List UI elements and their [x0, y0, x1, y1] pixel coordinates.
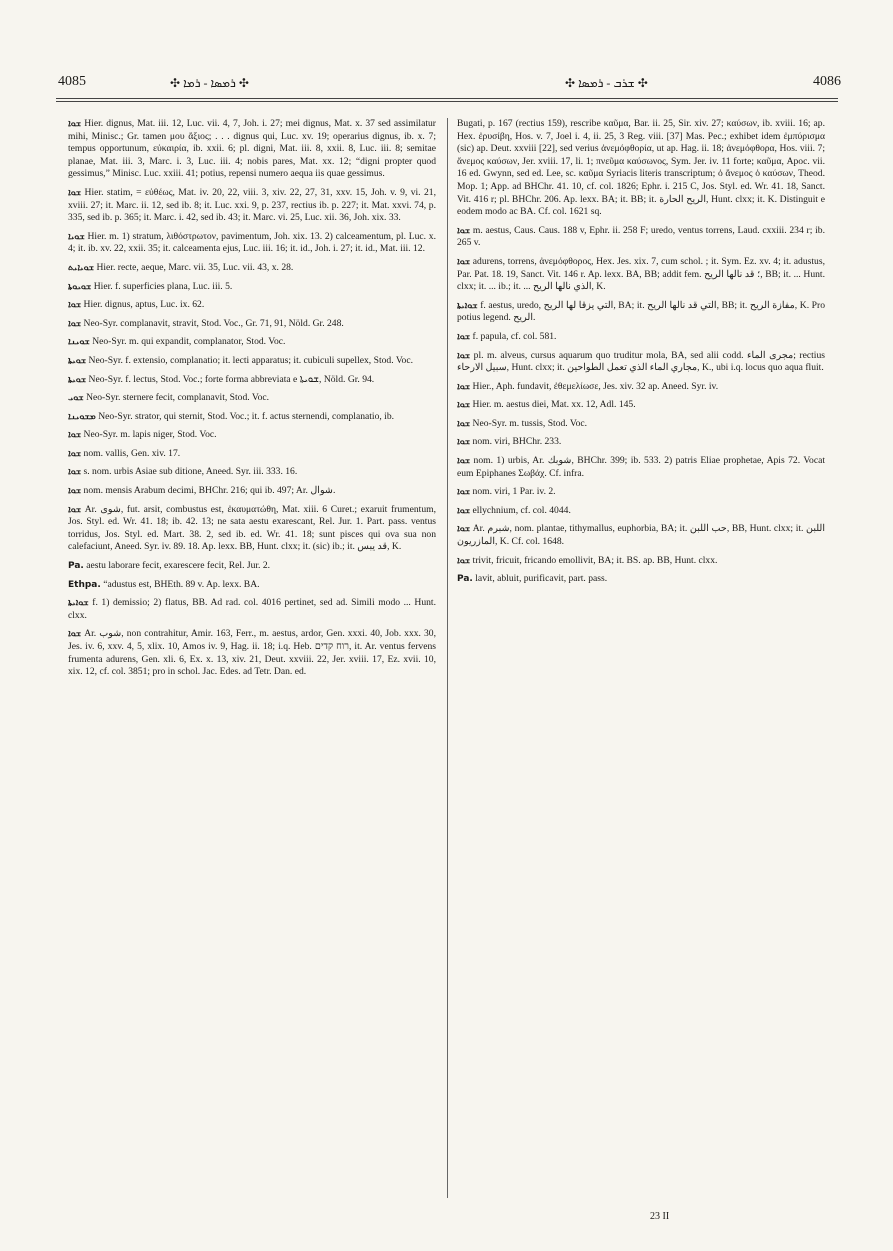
page-number-right: 4086 — [813, 74, 841, 89]
entry-text: Hier., Aph. fundavit, ἐθεμελίωσε, Jes. xiv. 32 ap. Aneed. Syr. iv. — [472, 380, 719, 392]
entry-headword: ܫܘܐ — [68, 448, 82, 459]
entry-headword: ܫܘܐ — [68, 430, 82, 441]
left-column — [68, 118, 436, 685]
dictionary-entry — [68, 448, 436, 461]
dictionary-entry — [68, 355, 436, 368]
entry-headword: ܫܘܐ — [68, 467, 82, 478]
entry-text: adurens, torrens, ἀνεμόφθορος, Hex. Jes. xix. 7, cum schol. ; it. Sym. Ez. xv. 4; it. adustus, Par. Pat. 18. 19, Sanct. Vit. 146 r. Ap. lexx. BA, BB; addit fem. ؛ قد نالها الريح, BB; it. ... Hunt. clxx; it. ... ib.; it. ... الذي نالها الريح, K. — [457, 255, 825, 293]
entry-headword: ܫܘܐ — [68, 187, 82, 198]
dictionary-entry — [68, 579, 436, 592]
entry-headword: ܫܘܐ — [457, 225, 471, 236]
entry-headword: Ethpa. — [68, 579, 101, 590]
entry-text: Hier. f. superficies plana, Luc. iii. 5. — [93, 280, 233, 292]
entry-headword: Pa. — [68, 561, 84, 572]
entry-headword: ܫܘܐ — [68, 300, 82, 311]
running-title-right: ✣ ܫܪܒ - ܪܡܣܐ ✣ — [565, 76, 648, 90]
dictionary-entry — [457, 300, 825, 325]
entry-headword: ܫܘܝܬܐ — [68, 355, 87, 366]
entry-text: Neo-Syr. m. tussis, Stod. Voc. — [472, 417, 588, 429]
entry-headword: ܫܘܐ — [457, 381, 471, 392]
page-number-left: 4085 — [58, 74, 86, 89]
entry-text: nom. 1) urbis, Ar. شوبك, BHChr. 399; ib. 533. 2) patris Eliae prophetae, Apis 72. Vocat eum Epiphanes Σωβάχ. Cf. infra. — [457, 455, 826, 479]
dictionary-entry — [457, 418, 825, 431]
entry-headword: ܫܘܐ — [457, 487, 471, 498]
dictionary-entry — [68, 411, 436, 424]
dictionary-entry — [68, 628, 436, 678]
entry-headword: ܫܘܐ — [68, 629, 82, 640]
dictionary-entry — [68, 485, 436, 498]
dictionary-entry — [457, 555, 825, 568]
entry-headword: ܫܘܐ — [457, 524, 471, 535]
dictionary-entry — [68, 262, 436, 275]
dictionary-entry — [68, 392, 436, 405]
entry-text: lavit, abluit, purificavit, part. pass. — [475, 573, 608, 585]
entry-text: Ar. شوى, fut. arsit, combustus est, ἐκαυματώθη, Mat. xiii. 6 Curet.; exaruit frumentum, Jos. Styl. ed. Wr. 41. 18; ib. 42. 13; ne sata aestu exarescant, Rel. Jur. 1. Part. pass. ventus torridus, Jos. Styl. ed. Mart. 38. 2, sed ib. ed. Wr. 41. 18; sunt pisces qui ova sua non calefaciunt, Aneed. Syr. iv. 89. 18. Ap. lexx. BB, Hunt. clxx; it. (sic) ib.; it. قد يبس, K. — [68, 503, 436, 553]
dictionary-entry — [68, 560, 436, 573]
entry-text: Hier. m. 1) stratum, λιθόστρωτον, pavimentum, Joh. xix. 13. 2) calceamentum, pl. Luc. x. 4; it. ib. xv. 22, xxii. 35; it. calceamenta ejus, Luc. iii. 16; it. id., Joh. i. 27; it. id., Mat. iii. 12. — [68, 230, 436, 255]
entry-text: ellychnium, cf. col. 4044. — [472, 504, 571, 516]
entry-headword: ܫܘܐ — [68, 318, 82, 329]
dictionary-entry — [68, 118, 436, 181]
dictionary-entry — [68, 336, 436, 349]
entry-text: Neo-Syr. strator, qui sternit, Stod. Voc.; it. f. actus sternendi, complanatio, ib. — [98, 410, 395, 422]
dictionary-entry — [68, 231, 436, 256]
entry-headword: ܫܘܐ — [68, 486, 82, 497]
entry-text: Ar. شبرم, nom. plantae, tithymallus, euphorbia, BA; it. حب اللبن, BB, Hunt. clxx; it. اللبن المازريون, K. Cf. col. 1648. — [457, 523, 826, 548]
entry-headword: ܫܘܐ — [457, 437, 471, 448]
entry-text: Hier. dignus, aptus, Luc. ix. 62. — [83, 299, 205, 311]
entry-headword: ܫܘܐ — [457, 256, 471, 267]
entry-headword: ܫܘܐ — [457, 331, 471, 342]
dictionary-entry — [457, 455, 825, 480]
right-column — [457, 118, 825, 592]
entry-text: f. papula, cf. col. 581. — [472, 330, 557, 342]
dictionary-entry — [68, 299, 436, 312]
header-rule — [56, 98, 838, 99]
dictionary-entry — [68, 597, 436, 622]
running-title-left: ✣ ܪܡܣܐ - ܪܡܐ ✣ — [170, 76, 249, 90]
entry-headword: ܫܘܝܐ — [68, 231, 85, 242]
entry-headword: ܫܘܐ — [457, 456, 471, 467]
dictionary-entry — [68, 504, 436, 554]
entry-text: aestu laborare fecit, exarescere fecit, Rel. Jur. 2. — [86, 560, 271, 572]
dictionary-entry — [457, 573, 825, 586]
entry-headword: ܫܘܐ — [68, 504, 82, 515]
dictionary-entry — [68, 187, 436, 225]
dictionary-entry — [457, 118, 825, 219]
dictionary-entry — [68, 466, 436, 479]
entry-text: Bugati, p. 167 (rectius 159), rescribe καῦμα, Bar. ii. 25, Sir. xiv. 27; καύσων, ib. xviii. 16; ap. Hex. ἐρυσίβη, Hos. v. 7, Joel i. 4, ii. 25, 3 Reg. viii. [37] Mas. Pec.; exhibet idem ἐμπύρισμα (sic) ap. Deut. xxviii [22], sed verius ἀνεμόφθορία, ut ap. Hag. ii. 18; ἀνεμόφθορα, Hos. viii. 7; ἄνεμος καύσων, Jer. xviii. 17, li. 1; πνεῦμα καύσωνος, Sym. Jer. iv. 11 forte; καῦμα, Apoc. vii. 16 ed. Gwynn, sed ed. Lee, sc. καῦμα Syriacis literis transcriptum; ὁ ἄνεμος ὁ καύσων, Theod. Mop. 1; App. ad BHChr. 41. 10, cf. col. 1826; Ephr. i. 215 C, Jos. Styl. ed. Wr. 41. 18, Sanct. Vit. 416 r; pl. BHChr. 206. Ap. lexx. BA; it. BB; it. الريح الحارة, Hunt. clxx; it. K. Distinguit e eodem modo ac BA. Cf. col. 1621 sq. — [457, 118, 825, 218]
dictionary-entry — [457, 436, 825, 449]
entry-text: pl. m. alveus, cursus aquarum quo truditur mola, BA, sed alii codd. مجرى الماء; rectius سبيل الارحاء, Hunt. clxx; it. مجاري الماء الذي تعمل الطواحين, K., ubi i.q. locus quo aqua fluit. — [457, 349, 825, 374]
entry-text: Hier. m. aestus diei, Mat. xx. 12, Adl. 145. — [472, 399, 636, 411]
entry-text: m. aestus, Caus. Caus. 188 v, Ephr. ii. 258 F; uredo, ventus torrens, Laud. cxxiii. 234 r; ib. 265 v. — [457, 224, 825, 249]
dictionary-entry — [457, 486, 825, 499]
entry-headword: ܫܘܐ — [457, 400, 471, 411]
entry-text: nom. vallis, Gen. xiv. 17. — [83, 447, 181, 459]
entry-text: nom. mensis Arabum decimi, BHChr. 216; qui ib. 497; Ar. شوال. — [83, 485, 336, 497]
dictionary-entry — [457, 505, 825, 518]
entry-headword: ܫܘܐ — [457, 555, 471, 566]
dictionary-entry — [457, 331, 825, 344]
entry-headword: ܫܘܐ — [457, 418, 471, 429]
dictionary-entry — [457, 523, 825, 548]
entry-text: trivit, fricuit, fricando emollivit, BA; it. BS. ap. BB, Hunt. clxx. — [472, 554, 718, 566]
entry-headword: ܫܘܐ — [68, 119, 82, 129]
dictionary-entry — [457, 350, 825, 375]
dictionary-entry — [68, 429, 436, 442]
dictionary-entry — [68, 318, 436, 331]
entry-headword: ܫܘܝܘܬܐ — [68, 281, 92, 292]
column-divider — [447, 118, 448, 1198]
entry-text: Hier. statim, = εὐθέως, Mat. iv. 20, 22, viii. 3, xiv. 22, 27, 31, xxv. 15, Joh. v. 9, vi. 21, xviii. 27; it. Marc. ii. 12, sed ib. 8; it. Luc. xxi. 9, p. 237, rectius ib. p. 227; it. Mat. xxvi. 74, p. 335, sed ib. p. 365; it. Marc. i. 42, sed ib. 43; it. Marc. vi. 25, Luc. xii. 36, Joh. xix. 33. — [68, 186, 436, 224]
entry-text: Neo-Syr. complanavit, stravit, Stod. Voc., Gr. 71, 91, Nöld. Gr. 248. — [83, 317, 344, 329]
entry-headword: ܫܘܐ — [457, 350, 471, 361]
entry-headword: ܫܘܝ — [68, 393, 84, 404]
entry-text: “adustus est, BHEth. 89 v. Ap. lexx. BA. — [103, 578, 260, 590]
dictionary-entry — [457, 256, 825, 294]
entry-text: nom. viri, BHChr. 233. — [472, 436, 562, 448]
entry-text: nom. viri, 1 Par. iv. 2. — [472, 486, 556, 498]
entry-headword: ܫܘܐܝܬܐ — [68, 598, 89, 609]
dictionary-entry — [457, 225, 825, 250]
entry-text: f. aestus, uredo, التي يزقا لها الريح, BA; it. التي قد نالها الريح, BB; it. مفازة الريح, K. Pro potius legend. الريح. — [457, 299, 825, 324]
entry-headword: ܡܫܘܝܢܐ — [68, 411, 96, 422]
entry-text: Neo-Syr. sternere fecit, complanavit, Stod. Voc. — [86, 392, 270, 404]
entry-headword: Pa. — [457, 574, 473, 585]
entry-headword: ܫܘܐ — [457, 505, 471, 516]
entry-text: Neo-Syr. f. lectus, Stod. Voc.; forte forma abbreviata e ܫܘܝܬܐ, Nöld. Gr. 94. — [88, 373, 375, 385]
entry-text: Ar. شوب, non contrahitur, Amir. 163, Ferr., m. aestus, ardor, Gen. xxxi. 40, Job. xxx. 30, Jes. iv. 6, xxv. 4, 5, xlix. 10, Amos iv. 9, Hag. ii. 18; i.q. Heb. רוח קדים, it. Ar. ventus fervens frumenta adurens, Gen. xli. 6, Ex. x. 13, xiv. 21, Deut. xxviii. 22, Jer. xviii. 17, Ez. xvii. 10, xix. 12, cf. col. 3851; pro in schol. Jac. Edes. ad Tetr. Dan. ed. — [68, 628, 437, 678]
entry-text: s. nom. urbis Asiae sub ditione, Aneed. Syr. iii. 333. 16. — [83, 466, 298, 478]
dictionary-entry — [68, 374, 436, 387]
entry-text: f. 1) demissio; 2) flatus, BB. Ad rad. col. 4016 pertinet, sed ad. Simili modo ... Hunt. clxx. — [68, 597, 437, 621]
dictionary-entry — [68, 281, 436, 294]
entry-text: Neo-Syr. f. extensio, complanatio; it. lecti apparatus; it. cubiculi supellex, Stod. Voc. — [88, 354, 413, 366]
header-rule-inner — [56, 101, 838, 102]
dictionary-entry — [457, 399, 825, 412]
entry-headword: ܫܘܝܐܝܬ — [68, 262, 95, 273]
entry-text: Hier. dignus, Mat. iii. 12, Luc. vii. 4, 7, Joh. i. 27; mei dignus, Mat. x. 37 sed assimilatur mihi, Minisc.; Gr. tamen μου ἄξιος; . . . dignus qui, Luc. xv. 19; operarius dignus, ib. x. 7; tempus opportunum, εὐκαιρία, ib. xxii. 6; pl. digni, Mat. iii. 8, xxii. 8, Luc. iii. 8; semitae planae, Mat. iii. 3, Marc. i. 3, Luc. iii. 4; nobis pares, Mat. xx. 12; “digni propter quod gessimus,” Minisc. Luc. xxiii. 41; potius, repensi numero aequa iis quae gessimus. — [68, 118, 436, 180]
entry-text: Neo-Syr. m. qui expandit, complanator, Stod. Voc. — [92, 336, 286, 348]
entry-headword: ܫܘܐܝܬܐ — [457, 300, 478, 311]
dictionary-entry — [457, 381, 825, 394]
entry-headword: ܫܘܝܢܐ — [68, 337, 90, 348]
entry-headword: ܫܘܝܬܐ — [68, 374, 87, 385]
signature-mark: 23 II — [650, 1211, 670, 1222]
entry-text: Hier. recte, aeque, Marc. vii. 35, Luc. vii. 43, x. 28. — [96, 261, 294, 273]
entry-text: Neo-Syr. m. lapis niger, Stod. Voc. — [83, 429, 217, 441]
